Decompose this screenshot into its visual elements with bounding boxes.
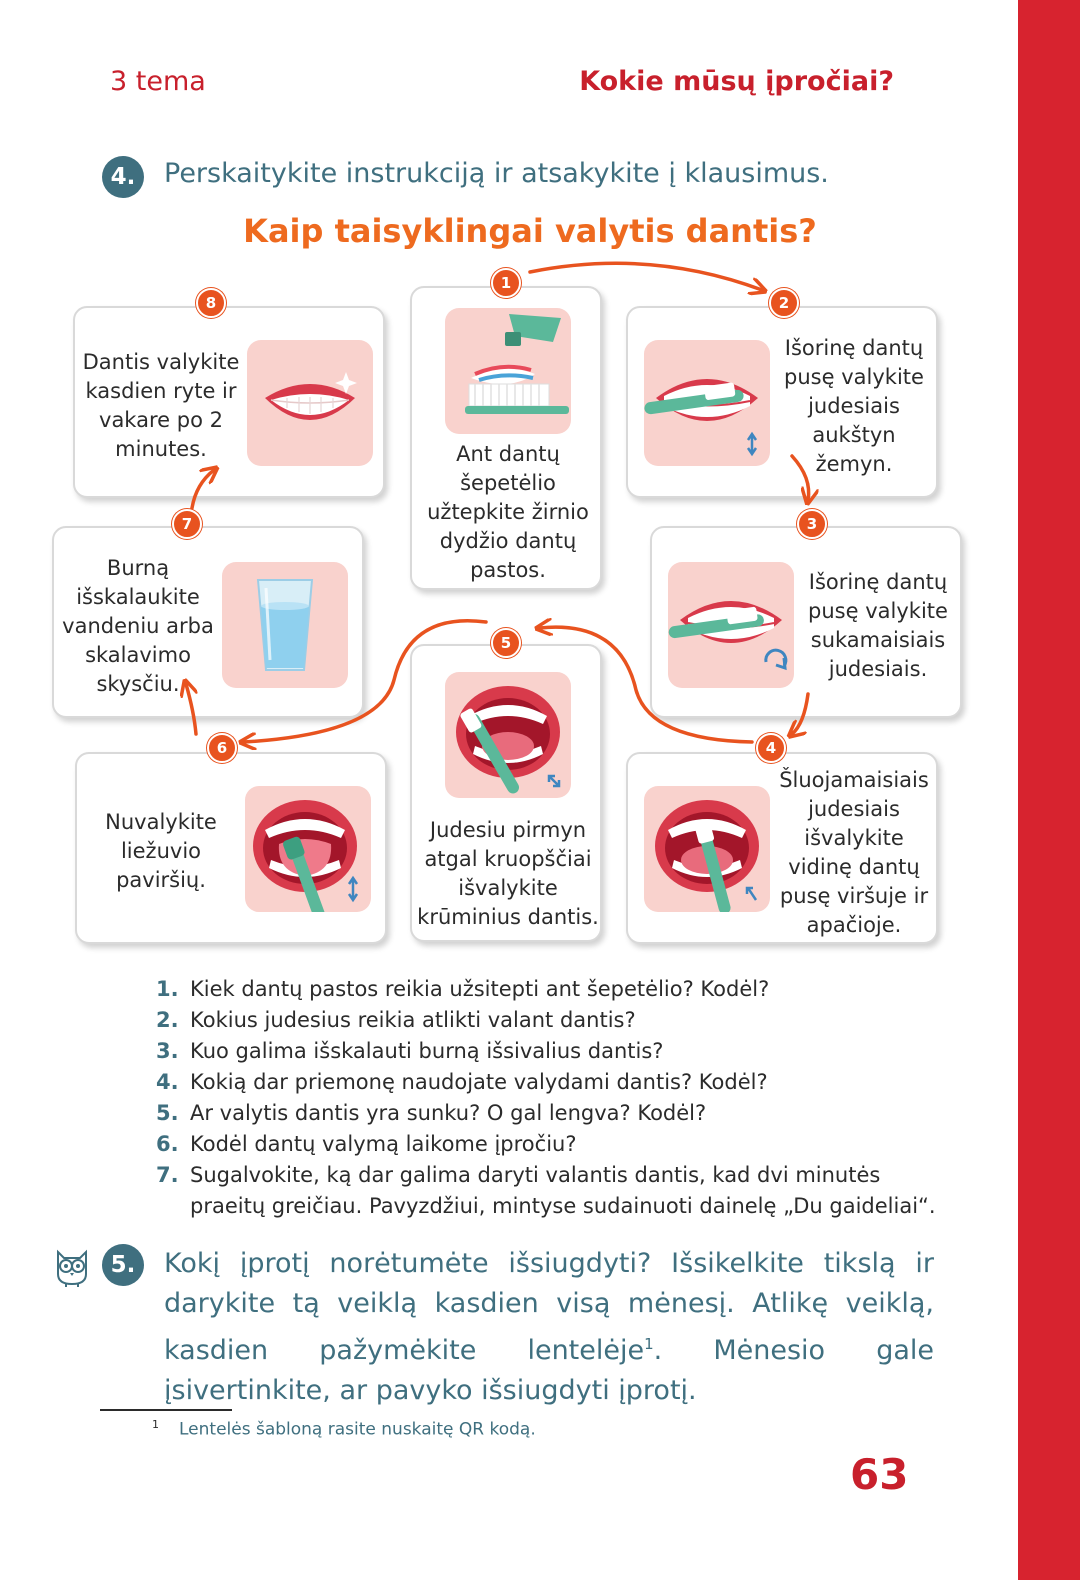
- task-5-instruction: Kokį įprotį norėtumėte išsiugdyti? Išsikelkite tikslą ir darykite tą veiklą kasdien visą mėnesį. Atlikę veiklą, kasdien pažymėkite lentelėje$^1$. Mėnesio gale įsivertinkite, ar pavyko išsiugdyti įprotį.: [164, 1248, 934, 1406]
- topic-label: 3 tema: [110, 66, 206, 97]
- toothpaste-brush-icon: [445, 308, 571, 434]
- question-item: 5. Ar valytis dantis yra sunku? O gal lengva? Kodėl?: [156, 1101, 707, 1125]
- brush-up-down-icon: [644, 340, 770, 466]
- tongue-clean-icon: [245, 786, 371, 912]
- step-5-text: Judesiu pirmyn atgal kruopščiai išvalykite krūminius dantis.: [417, 818, 599, 929]
- step-card-1: [410, 286, 602, 590]
- step-badge-7: 7: [172, 509, 202, 539]
- smile-icon: [247, 340, 373, 466]
- chapter-title: Kokie mūsų įpročiai?: [579, 66, 894, 97]
- page-number: 63: [850, 1450, 909, 1499]
- task-4-instruction: Perskaitykite instrukciją ir atsakykite į klausimus.: [164, 158, 829, 189]
- step-card-3: [650, 526, 962, 718]
- question-item: 6. Kodėl dantų valymą laikome įpročiu?: [156, 1132, 577, 1156]
- step-6-text: Nuvalykite liežuvio paviršių.: [105, 810, 217, 892]
- step-badge-4: 4: [756, 733, 786, 763]
- owl-icon: [52, 1244, 92, 1288]
- step-3-text: Išorinę dantų pusę valykite sukamaisiais judesiais.: [808, 570, 948, 681]
- question-item: 1. Kiek dantų pastos reikia užsitepti ant šepetėlio? Kodėl?: [156, 977, 770, 1001]
- question-item: 7. Sugalvokite, ką dar galima daryti valantis dantis, kad dvi minutės praeitų greičiau. Pavyzdžiui, mintyse sudainuoti dainelę „Du gaideliai“.: [156, 1163, 936, 1218]
- step-badge-3: 3: [797, 509, 827, 539]
- brush-circular-icon: [668, 562, 794, 688]
- question-item: 3. Kuo galima išskalauti burną išsivalius dantis?: [156, 1039, 664, 1063]
- step-card-4: [626, 752, 938, 944]
- step-card-5: [410, 644, 602, 942]
- task-5-number: 5.: [102, 1244, 144, 1286]
- step-4-text: Šluojamaisiais judesiais išvalykite vidinę dantų pusę viršuje ir apačioje.: [779, 768, 929, 937]
- step-card-7: [52, 526, 364, 718]
- step-8-text: Dantis valykite kasdien ryte ir vakare po 2 minutes.: [82, 350, 240, 461]
- question-item: 2. Kokius judesius reikia atlikti valant dantis?: [156, 1008, 636, 1032]
- step-card-2: [626, 306, 938, 498]
- footnote: $^1$ Lentelės šabloną rasite nuskaitę QR kodą.: [152, 1418, 536, 1440]
- step-badge-1: 1: [491, 268, 521, 298]
- step-badge-6: 6: [207, 733, 237, 763]
- step-badge-8: 8: [196, 288, 226, 318]
- question-list: [156, 974, 936, 1222]
- step-card-8: [73, 306, 385, 498]
- step-badge-5: 5: [491, 628, 521, 658]
- step-1-text: Ant dantų šepetėlio užtepkite žirnio dydžio dantų pastos.: [427, 442, 589, 582]
- step-7-text: Burną išskalaukite vandeniu arba skalavimo skysčiu.: [62, 556, 214, 696]
- step-2-text: Išorinę dantų pusę valykite judesiais aukštyn žemyn.: [784, 336, 924, 476]
- question-item: 4. Kokią dar priemonę naudojate valydami dantis? Kodėl?: [156, 1070, 768, 1094]
- water-glass-icon: [222, 562, 348, 688]
- footnote-divider: [100, 1409, 232, 1411]
- step-card-6: [75, 752, 387, 944]
- main-title: Kaip taisyklingai valytis dantis?: [243, 212, 817, 250]
- task-4-number: 4.: [102, 156, 144, 198]
- brush-inner-icon: [644, 786, 770, 912]
- step-badge-2: 2: [769, 288, 799, 318]
- brush-molars-icon: [445, 672, 571, 798]
